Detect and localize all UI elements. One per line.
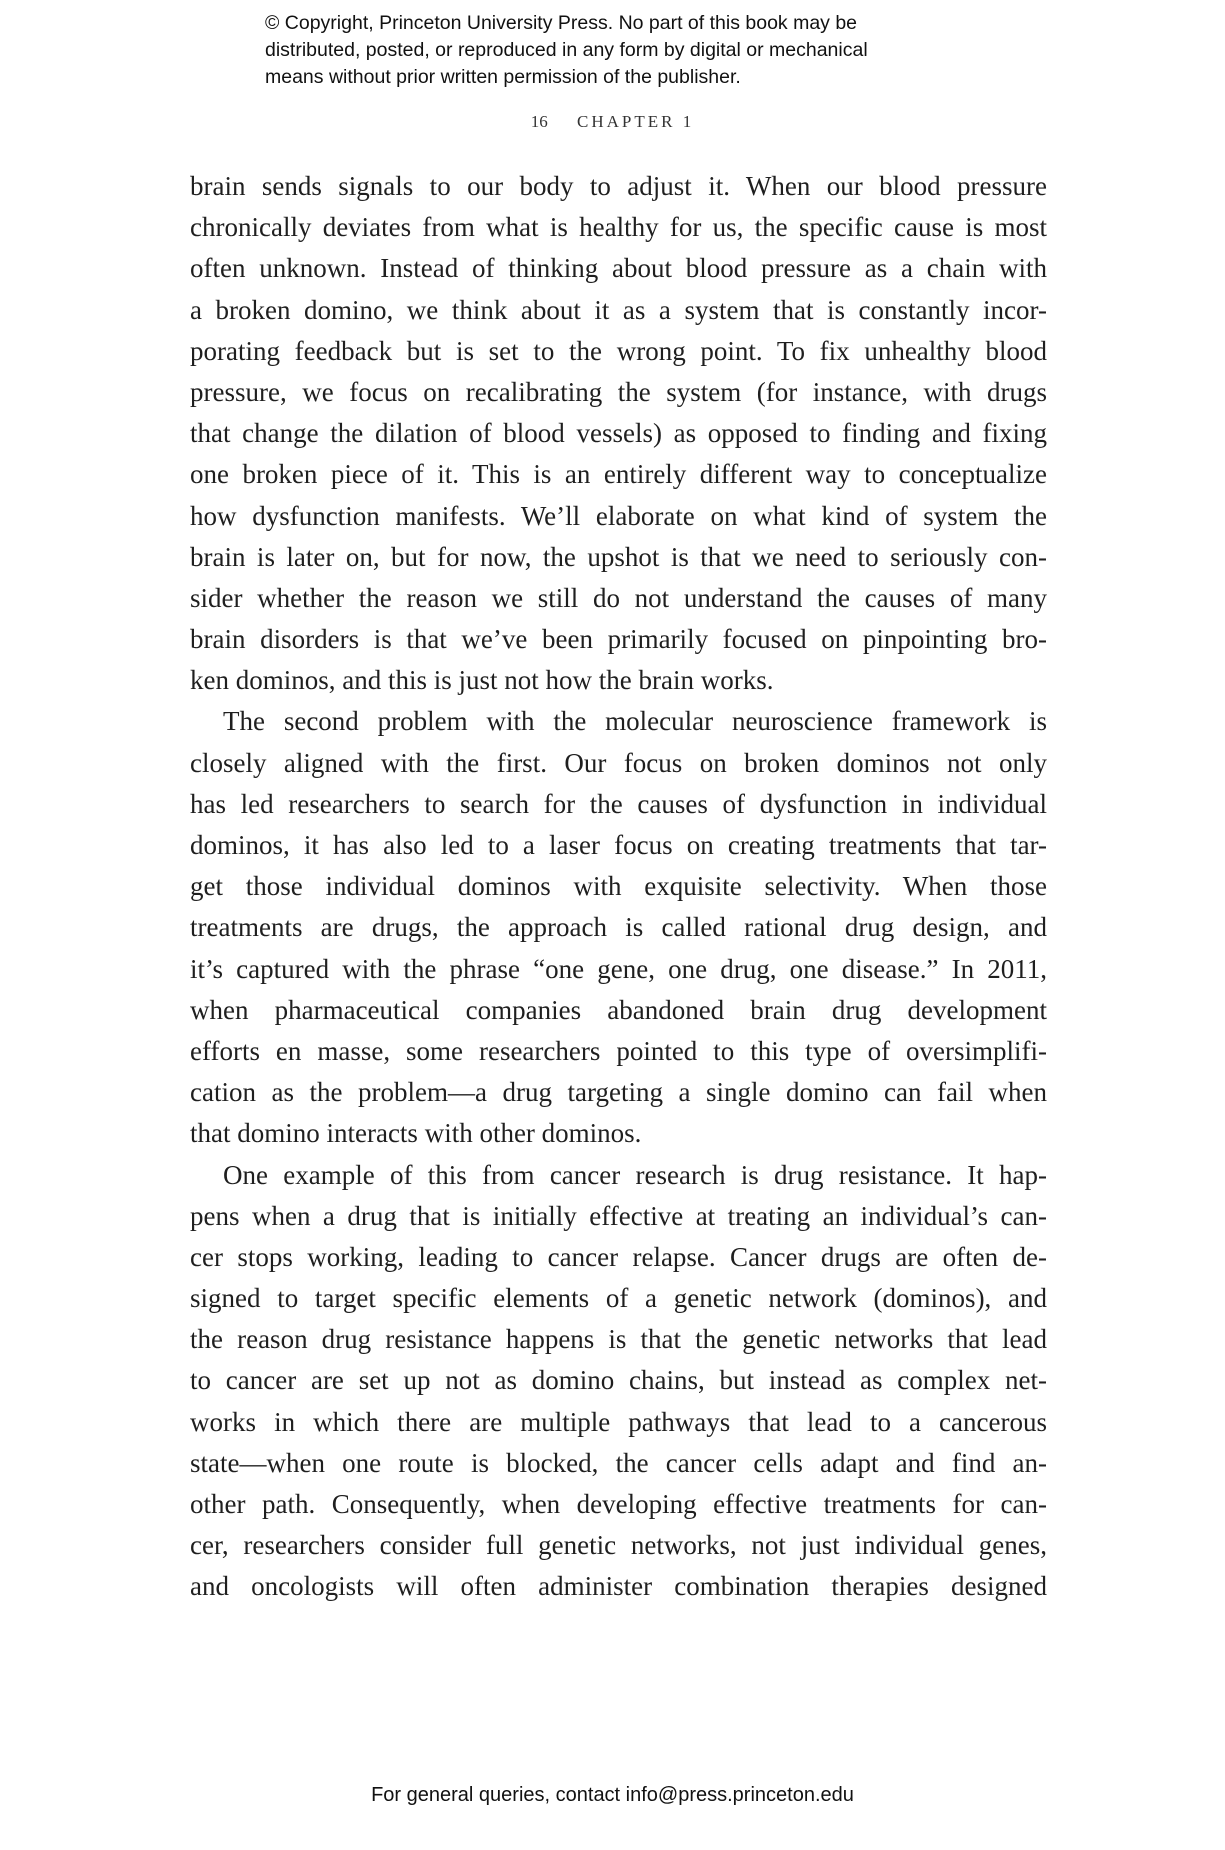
- copyright-line: © Copyright, Princeton University Press. No part of this book may be: [265, 12, 858, 34]
- text-line: brain sends signals to our body to adjust it. When our blood pressure: [190, 171, 1047, 201]
- text-line: it’s captured with the phrase “one gene, one drug, one disease.” In 2011,: [190, 953, 1047, 984]
- text-line: that domino interacts with other dominos.: [190, 1118, 642, 1149]
- text-line: a broken domino, we think about it as a system that is constantly incor-: [190, 294, 1047, 325]
- text-line: cer, researchers consider full genetic networks, not just individual genes,: [190, 1530, 1047, 1561]
- text-line: treatments are drugs, the approach is called rational drug design, and: [190, 912, 1047, 943]
- text-line: that change the dilation of blood vessels) as opposed to finding and fixing: [190, 418, 1047, 449]
- text-line: dominos, it has also led to a laser focus on creating treatments that tar-: [190, 830, 1047, 860]
- text-line: to cancer are set up not as domino chains, but instead as complex net-: [190, 1365, 1047, 1396]
- copyright-notice: [265, 10, 868, 91]
- paragraph: [190, 701, 1047, 1154]
- text-line: One example of this from cancer research is drug resistance. It hap-: [223, 1159, 1047, 1190]
- text-line: the reason drug resistance happens is that the genetic networks that lead: [190, 1324, 1047, 1355]
- paragraph: [190, 166, 1047, 701]
- text-line: brain is later on, but for now, the upshot is that we need to seriously con-: [190, 541, 1047, 572]
- text-line: The second problem with the molecular neuroscience framework is: [223, 706, 1047, 737]
- text-line: one broken piece of it. This is an entirely different way to conceptualize: [190, 459, 1047, 490]
- text-line: state—when one route is blocked, the cancer cells adapt and find an-: [190, 1447, 1047, 1478]
- body-text: [190, 166, 1047, 1608]
- text-line: signed to target specific elements of a genetic network (dominos), and: [190, 1283, 1047, 1314]
- text-line: porating feedback but is set to the wrong point. To fix unhealthy blood: [190, 335, 1047, 366]
- text-line: when pharmaceutical companies abandoned brain drug development: [190, 994, 1047, 1025]
- page-number: 16: [530, 112, 548, 131]
- text-line: ken dominos, and this is just not how the brain works.: [190, 665, 774, 696]
- text-line: other path. Consequently, when developing effective treatments for can-: [190, 1489, 1047, 1519]
- text-line: sider whether the reason we still do not understand the causes of many: [190, 582, 1047, 613]
- chapter-label: CHAPTER 1: [577, 112, 695, 131]
- text-line: how dysfunction manifests. We’ll elaborate on what kind of system the: [190, 500, 1047, 531]
- text-line: cer stops working, leading to cancer relapse. Cancer drugs are often de-: [190, 1241, 1047, 1272]
- paragraph: [190, 1155, 1047, 1608]
- running-head: [0, 112, 1225, 132]
- footer-contact: For general queries, contact info@press.princeton.edu: [371, 1784, 854, 1806]
- text-line: cation as the problem—a drug targeting a single domino can fail when: [190, 1077, 1047, 1108]
- text-line: efforts en masse, some researchers pointed to this type of oversimplifi-: [190, 1035, 1047, 1066]
- text-line: has led researchers to search for the causes of dysfunction in individual: [190, 788, 1047, 819]
- text-line: get those individual dominos with exquisite selectivity. When those: [190, 871, 1047, 902]
- text-line: brain disorders is that we’ve been primarily focused on pinpointing bro-: [190, 624, 1047, 655]
- text-line: chronically deviates from what is healthy for us, the specific cause is most: [190, 212, 1047, 243]
- text-line: pressure, we focus on recalibrating the system (for instance, with drugs: [190, 376, 1047, 407]
- copyright-line: distributed, posted, or reproduced in any form by digital or mechanical: [265, 39, 868, 61]
- text-line: closely aligned with the first. Our focus on broken dominos not only: [190, 747, 1047, 778]
- text-line: pens when a drug that is initially effective at treating an individual’s can-: [190, 1200, 1047, 1231]
- text-line: often unknown. Instead of thinking about blood pressure as a chain with: [190, 253, 1047, 284]
- copyright-line: means without prior written permission of the publisher.: [265, 66, 741, 88]
- text-line: works in which there are multiple pathways that lead to a cancerous: [190, 1406, 1047, 1437]
- text-line: and oncologists will often administer combination therapies designed: [190, 1571, 1047, 1602]
